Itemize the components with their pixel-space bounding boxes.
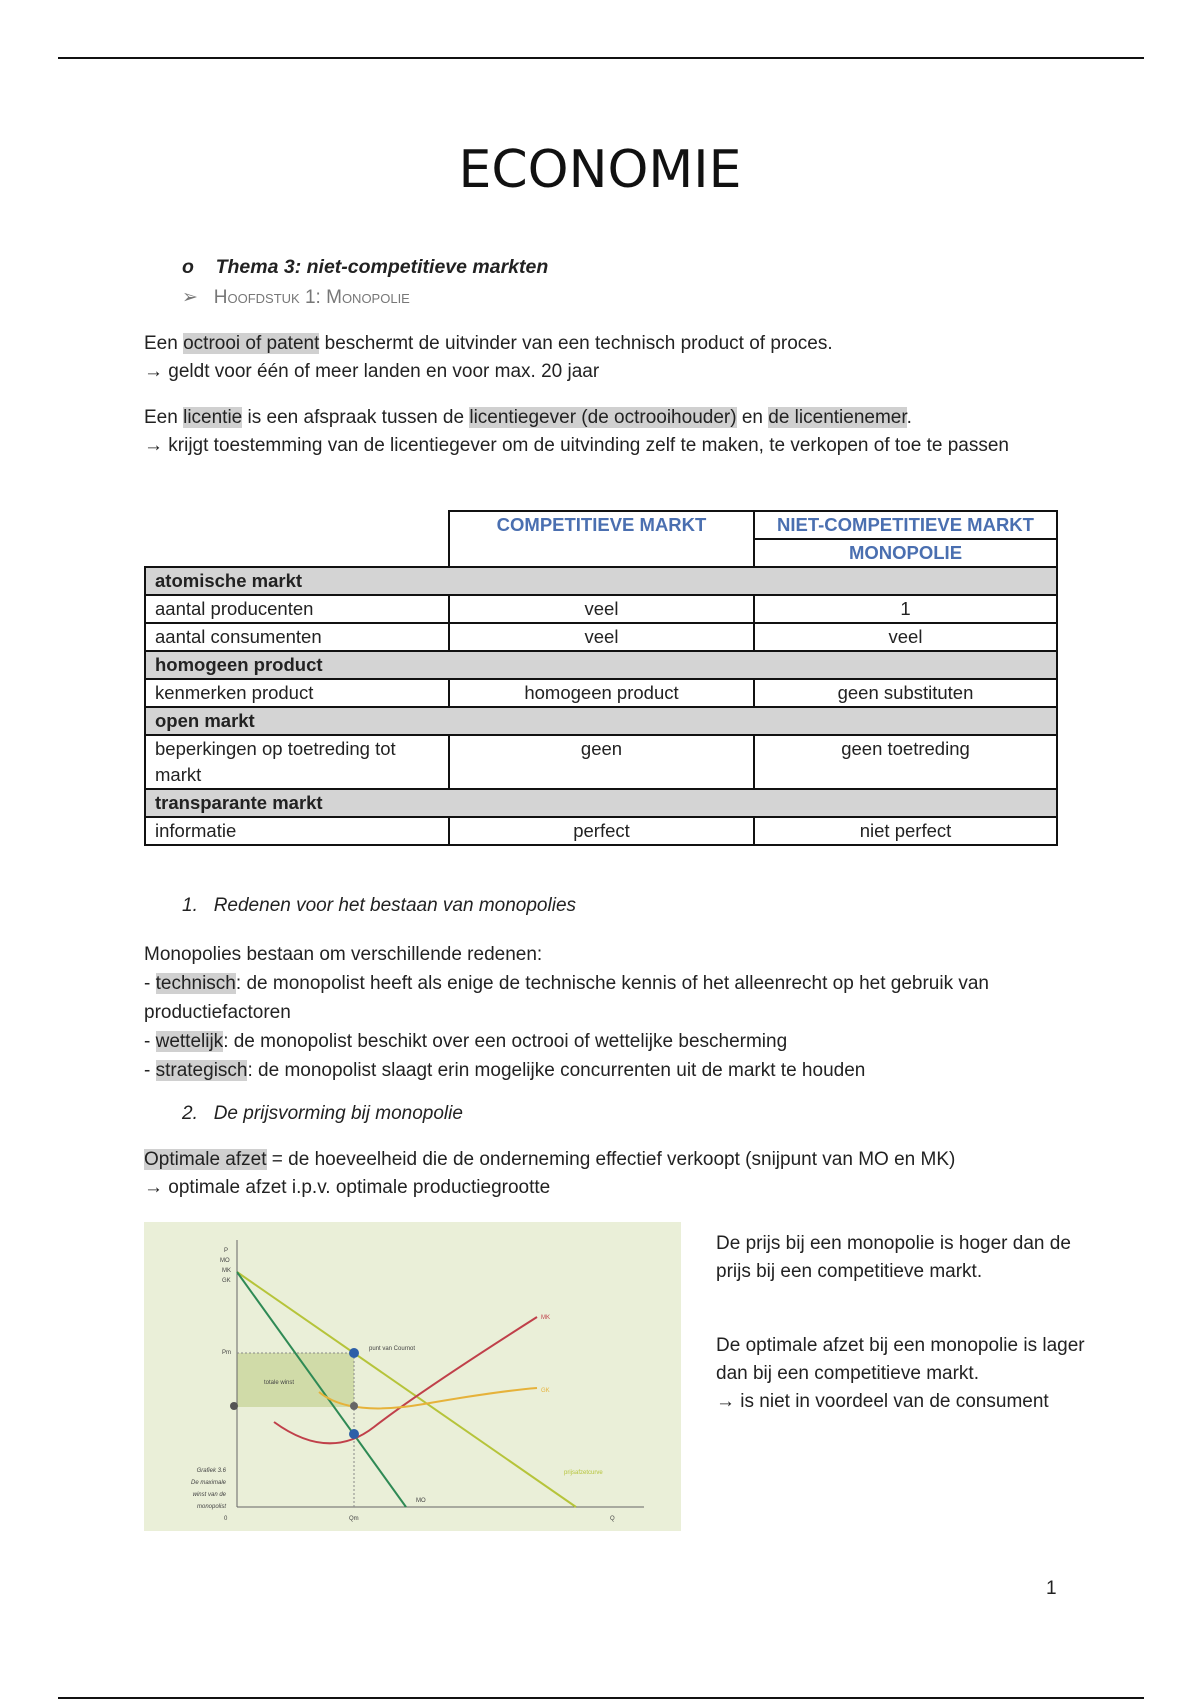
mo-mk-point: [349, 1429, 359, 1439]
svg-text:Qm: Qm: [349, 1516, 359, 1522]
table-cell: veel: [754, 623, 1057, 651]
table-cell: niet perfect: [754, 817, 1057, 845]
table-group-row: [145, 567, 1057, 595]
table-cell: perfect: [449, 817, 754, 845]
svg-text:MK: MK: [541, 1315, 550, 1321]
svg-text:MK: MK: [222, 1268, 231, 1274]
svg-text:totale winst: totale winst: [264, 1380, 295, 1386]
table-row: [145, 735, 1057, 789]
table-group-row: [145, 651, 1057, 679]
svg-text:Q: Q: [610, 1516, 615, 1522]
table-cell: aantal producenten: [145, 595, 449, 623]
octrooi-paragraph: Een octrooi of patent beschermt de uitvinder van een technisch product of proces. → geldt voor één of meer landen en voor max. 20 jaar: [144, 333, 833, 382]
section-1-heading: 1. Redenen voor het bestaan van monopolies: [182, 895, 577, 916]
side-notes: De prijs bij een monopolie is hoger dan de prijs bij een competitieve markt. De optimale afzet bij een monopolie is lager dan bij een competitieve markt. → is niet in voordeel van de consument: [716, 1233, 1085, 1412]
table-cell: aantal consumenten: [145, 623, 449, 651]
group-label: transparante markt: [145, 789, 1057, 817]
svg-text:MO: MO: [416, 1498, 426, 1504]
afzet-paragraph: Optimale afzet = de hoeveelheid die de onderneming effectief verkoopt (snijpunt van MO en MK) → optimale afzet i.p.v. optimale productiegrootte: [144, 1149, 956, 1198]
group-label: open markt: [145, 707, 1057, 735]
table-group-row: [145, 707, 1057, 735]
table-cell: veel: [449, 595, 754, 623]
section-2-heading: 2. De prijsvorming bij monopolie: [182, 1103, 463, 1124]
table-cell: geen substituten: [754, 679, 1057, 707]
page-title: ECONOMIE: [458, 140, 742, 200]
table-cell: geen toetreding: [754, 735, 1057, 789]
svg-text:winst van de: winst van de: [192, 1492, 226, 1498]
table-cell: geen: [449, 735, 754, 789]
gk-axis-point: [230, 1402, 238, 1410]
table-group-row: [145, 789, 1057, 817]
svg-text:GK: GK: [541, 1388, 550, 1394]
group-label: homogeen product: [145, 651, 1057, 679]
header-monopoly: MONOPOLIE: [754, 539, 1057, 567]
top-rule: [58, 57, 1144, 59]
gk-point: [350, 1402, 358, 1410]
profit-area: [237, 1353, 354, 1407]
reasons-paragraph: Monopolies bestaan om verschillende redenen: - technisch: de monopolist heeft als enige de technische kennis of het alleenrecht op het gebruik van productiefactoren - wettelijk: de monopolist beschikt over een octrooi of wettelijke bescherming - strategisch: de monopolist slaagt erin mogelijke concurrenten uit de markt te houden: [144, 944, 989, 1081]
svg-text:MO: MO: [220, 1258, 230, 1264]
table-cell: informatie: [145, 817, 449, 845]
monopoly-profit-graph: [144, 1222, 681, 1531]
theme-heading: o Thema 3: niet-competitieve markten: [182, 256, 549, 278]
table-row: [145, 817, 1057, 845]
header-competitive: COMPETITIEVE MARKT: [449, 511, 754, 567]
bottom-rule: [58, 1697, 1144, 1699]
svg-text:GK: GK: [222, 1278, 231, 1284]
table-cell: homogeen product: [449, 679, 754, 707]
svg-text:Grafiek 3.6: Grafiek 3.6: [196, 1468, 226, 1474]
group-label: atomische markt: [145, 567, 1057, 595]
table-cell: veel: [449, 623, 754, 651]
table-row: [145, 595, 1057, 623]
licentie-paragraph: Een licentie is een afspraak tussen de licentiegever (de octrooihouder) en de licentienemer. → krijgt toestemming van de licentiegever om de uitvinding zelf te maken, te verkopen of toe te passen: [144, 407, 1009, 456]
table-cell: 1: [754, 595, 1057, 623]
svg-text:monopolist: monopolist: [196, 1504, 226, 1510]
table-cell: beperkingen op toetreding tot markt: [145, 735, 449, 789]
svg-text:prijsafzetcurve: prijsafzetcurve: [564, 1470, 603, 1476]
page-number: 1: [1046, 1578, 1057, 1599]
table-row: [145, 679, 1057, 707]
market-comparison-table: [144, 510, 1058, 846]
cournot-point: [349, 1348, 359, 1358]
svg-text:punt van Cournot: punt van Cournot: [369, 1346, 416, 1352]
header-non-competitive: NIET-COMPETITIEVE MARKT: [754, 511, 1057, 539]
table-row: [145, 623, 1057, 651]
table-cell: kenmerken product: [145, 679, 449, 707]
chapter-heading: ➢ Hoofdstuk 1: Monopolie: [182, 287, 410, 308]
svg-text:P: P: [224, 1248, 229, 1254]
svg-text:Pm: Pm: [222, 1350, 231, 1356]
svg-text:0: 0: [224, 1516, 228, 1522]
svg-text:De maximale: De maximale: [190, 1480, 226, 1486]
